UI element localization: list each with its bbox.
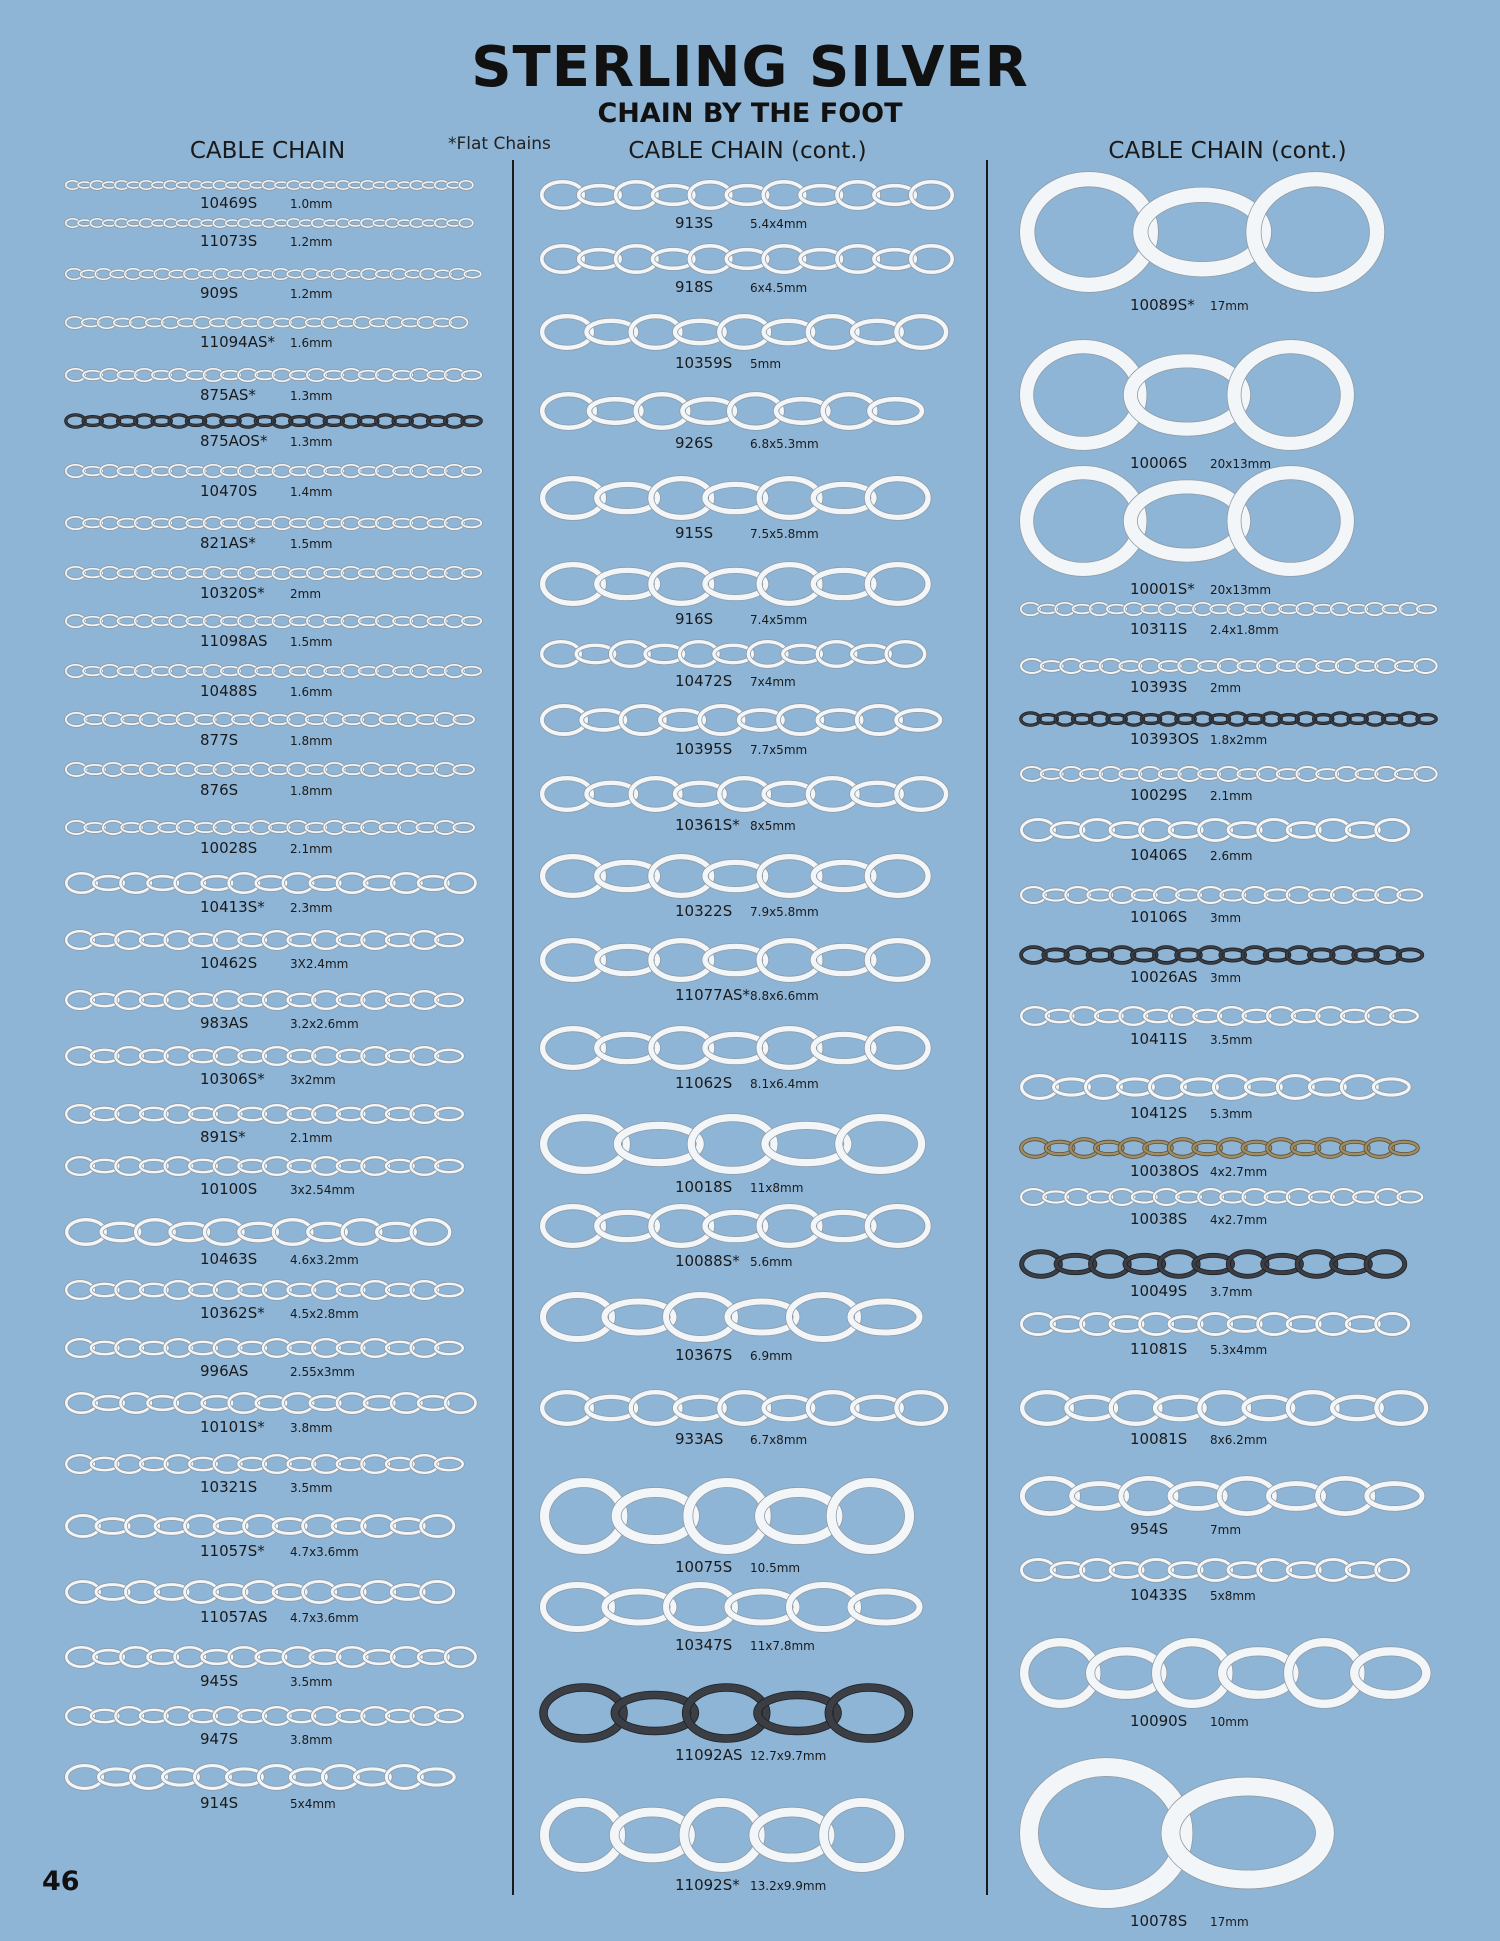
chain-size: 20x13mm xyxy=(1210,457,1272,471)
chain-size: 10mm xyxy=(1210,1715,1249,1729)
chain-link xyxy=(1130,361,1243,429)
chain-size: 4x2.7mm xyxy=(1210,1165,1268,1179)
chain-image xyxy=(540,1684,958,1742)
chain-image xyxy=(65,1280,483,1300)
chain-code: 909S xyxy=(200,284,239,302)
chain-size: 13.2x9.9mm xyxy=(750,1879,827,1893)
chain-code: 926S xyxy=(675,434,714,452)
chain-size: 7.4x5mm xyxy=(750,613,808,627)
chain-link xyxy=(1234,473,1347,570)
chain-code: 876S xyxy=(200,781,239,799)
chain-size: 1.6mm xyxy=(290,336,333,350)
chain-code: 10311S xyxy=(1130,620,1188,638)
chain-link xyxy=(1027,179,1151,285)
chain-image xyxy=(65,1514,483,1538)
chain-link xyxy=(1140,195,1264,269)
chain-image xyxy=(540,562,958,606)
chain-code: 918S xyxy=(675,278,714,296)
chain-size: 3x2mm xyxy=(290,1073,336,1087)
chain-code: 10038S xyxy=(1130,1210,1188,1228)
chain-link xyxy=(1254,179,1378,285)
column-heading-1: CABLE CHAIN xyxy=(189,138,346,164)
chain-size: 3.8mm xyxy=(290,1421,333,1435)
chain-image xyxy=(65,664,483,678)
chain-image xyxy=(540,180,958,210)
chain-image xyxy=(1020,1390,1438,1426)
chain-code: 875AOS* xyxy=(200,432,268,450)
chain-image xyxy=(540,776,958,812)
chain-image xyxy=(65,414,483,428)
chain-size: 5x8mm xyxy=(1210,1589,1256,1603)
chain-code: 10463S xyxy=(200,1250,258,1268)
chain-link xyxy=(1130,487,1243,555)
chain-size: 1.2mm xyxy=(290,287,333,301)
chain-image xyxy=(540,476,958,520)
chain-image xyxy=(65,268,483,280)
chain-image xyxy=(540,1582,958,1632)
chain-code: 10322S xyxy=(675,902,733,920)
chain-size: 1.5mm xyxy=(290,635,333,649)
chain-size: 2mm xyxy=(1210,681,1242,695)
chain-image xyxy=(540,1026,958,1070)
chain-size: 17mm xyxy=(1210,299,1249,313)
chain-code: 954S xyxy=(1130,1520,1169,1538)
chain-image xyxy=(540,314,958,350)
chain-size: 6x4.5mm xyxy=(750,281,808,295)
chain-size: 6.7x8mm xyxy=(750,1433,808,1447)
chain-image xyxy=(65,180,483,190)
chain-code: 11098AS xyxy=(200,632,268,650)
chain-image xyxy=(540,1798,958,1872)
chain-image xyxy=(65,1046,483,1066)
chain-size: 2.6mm xyxy=(1210,849,1253,863)
chain-image xyxy=(65,712,483,727)
chain-image xyxy=(540,1292,958,1342)
chain-code: 10413S* xyxy=(200,898,265,916)
page-number: 46 xyxy=(42,1866,80,1897)
chain-size: 3.5mm xyxy=(290,1481,333,1495)
chain-image xyxy=(65,566,483,580)
chain-code: 916S xyxy=(675,610,714,628)
chain-code: 10412S xyxy=(1130,1104,1188,1122)
chain-code: 10411S xyxy=(1130,1030,1188,1048)
chain-image xyxy=(65,464,483,478)
chain-image xyxy=(1020,1188,1438,1206)
chain-size: 11x8mm xyxy=(750,1181,804,1195)
column-heading-2: CABLE CHAIN (cont.) xyxy=(628,138,867,164)
chain-size: 6.8x5.3mm xyxy=(750,437,819,451)
chain-image xyxy=(540,854,958,898)
chain-code: 10469S xyxy=(200,194,258,212)
chain-image xyxy=(1020,1476,1438,1516)
chain-size: 5x4mm xyxy=(290,1797,336,1811)
chain-image xyxy=(1020,1558,1438,1582)
chain-size: 3.7mm xyxy=(1210,1285,1253,1299)
chain-size: 7mm xyxy=(1210,1523,1242,1537)
chain-size: 10.5mm xyxy=(750,1561,801,1575)
chain-code: 10472S xyxy=(675,672,733,690)
chain-code: 10006S xyxy=(1130,454,1188,472)
chain-image xyxy=(1020,602,1438,616)
chain-code: 11057AS xyxy=(200,1608,268,1626)
column-divider-2 xyxy=(986,160,988,1895)
chain-image xyxy=(65,872,483,894)
chain-code: 947S xyxy=(200,1730,239,1748)
chain-code: 10320S* xyxy=(200,584,265,602)
chain-code: 10347S xyxy=(675,1636,733,1654)
chain-code: 10395S xyxy=(675,740,733,758)
chain-image xyxy=(1020,1638,1438,1708)
chain-code: 11092S* xyxy=(675,1876,740,1894)
chain-image xyxy=(1020,818,1438,842)
chain-size: 4.7x3.6mm xyxy=(290,1545,359,1559)
chain-link xyxy=(1029,1767,1184,1899)
chain-image xyxy=(540,1204,958,1248)
chain-size: 5mm xyxy=(750,357,782,371)
chain-code: 891S* xyxy=(200,1128,246,1146)
chain-size: 1.3mm xyxy=(290,389,333,403)
chain-code: 10470S xyxy=(200,482,258,500)
chain-image xyxy=(540,1390,958,1426)
chain-image xyxy=(1020,1758,1438,1908)
chain-image xyxy=(1020,172,1438,292)
chain-image xyxy=(65,1392,483,1414)
chain-image xyxy=(540,938,958,982)
chain-image xyxy=(65,820,483,835)
chain-size: 1.4mm xyxy=(290,485,333,499)
chain-code: 877S xyxy=(200,731,239,749)
chain-size: 1.2mm xyxy=(290,235,333,249)
chain-code: 10488S xyxy=(200,682,258,700)
chain-size: 1.3mm xyxy=(290,435,333,449)
chain-size: 1.8mm xyxy=(290,734,333,748)
chain-size: 5.4x4mm xyxy=(750,217,808,231)
chain-size: 1.6mm xyxy=(290,685,333,699)
chain-code: 10106S xyxy=(1130,908,1188,926)
chain-size: 2.1mm xyxy=(290,842,333,856)
chain-code: 10433S xyxy=(1130,1586,1188,1604)
chain-size: 2mm xyxy=(290,587,322,601)
chain-size: 5.3x4mm xyxy=(1210,1343,1268,1357)
chain-code: 11077AS* xyxy=(675,986,750,1004)
chain-image xyxy=(65,1218,483,1246)
chain-size: 7x4mm xyxy=(750,675,796,689)
chain-image xyxy=(65,1646,483,1668)
chain-code: 10088S* xyxy=(675,1252,740,1270)
chain-image xyxy=(540,640,958,668)
chain-code: 10306S* xyxy=(200,1070,265,1088)
chain-size: 17mm xyxy=(1210,1915,1249,1929)
chain-size: 12.7x9.7mm xyxy=(750,1749,827,1763)
chain-size: 3X2.4mm xyxy=(290,957,349,971)
chain-link xyxy=(1027,347,1140,444)
chain-size: 2.55x3mm xyxy=(290,1365,355,1379)
flat-chains-note: *Flat Chains xyxy=(448,134,551,154)
chain-size: 20x13mm xyxy=(1210,583,1272,597)
chain-code: 11081S xyxy=(1130,1340,1188,1358)
chain-size: 8x6.2mm xyxy=(1210,1433,1268,1447)
chain-image xyxy=(1020,466,1438,576)
chain-image xyxy=(1020,658,1438,674)
chain-code: 996AS xyxy=(200,1362,249,1380)
chain-code: 10049S xyxy=(1130,1282,1188,1300)
chain-image xyxy=(540,704,958,736)
chain-code: 10081S xyxy=(1130,1430,1188,1448)
chain-image xyxy=(65,516,483,530)
chain-code: 10367S xyxy=(675,1346,733,1364)
chain-link xyxy=(1170,1786,1325,1879)
chain-code: 10026AS xyxy=(1130,968,1198,986)
chain-image xyxy=(1020,340,1438,450)
chain-code: 914S xyxy=(200,1794,239,1812)
chain-code: 913S xyxy=(675,214,714,232)
chain-image xyxy=(65,1764,483,1790)
chain-size: 2.1mm xyxy=(290,1131,333,1145)
chain-size: 4.7x3.6mm xyxy=(290,1611,359,1625)
chain-size: 5.3mm xyxy=(1210,1107,1253,1121)
chain-code: 10028S xyxy=(200,839,258,857)
chain-image xyxy=(65,1338,483,1358)
chain-image xyxy=(65,316,483,329)
chain-size: 6.9mm xyxy=(750,1349,793,1363)
chain-size: 7.5x5.8mm xyxy=(750,527,819,541)
chain-code: 10393OS xyxy=(1130,730,1200,748)
chain-image xyxy=(540,1478,958,1554)
page-subtitle: CHAIN BY THE FOOT xyxy=(597,98,903,129)
chain-link xyxy=(1027,473,1140,570)
chain-image xyxy=(1020,1138,1438,1158)
chain-image xyxy=(1020,886,1438,904)
chain-image xyxy=(65,990,483,1010)
chain-size: 4.6x3.2mm xyxy=(290,1253,359,1267)
chain-code: 11094AS* xyxy=(200,333,275,351)
chain-code: 915S xyxy=(675,524,714,542)
chain-code: 10393S xyxy=(1130,678,1188,696)
chain-size: 3.5mm xyxy=(290,1675,333,1689)
chain-code: 983AS xyxy=(200,1014,249,1032)
chain-size: 8.8x6.6mm xyxy=(750,989,819,1003)
chain-code: 10001S* xyxy=(1130,580,1195,598)
chain-code: 10029S xyxy=(1130,786,1188,804)
chain-code: 10361S* xyxy=(675,816,740,834)
chain-size: 5.6mm xyxy=(750,1255,793,1269)
chain-size: 8x5mm xyxy=(750,819,796,833)
column-heading-3: CABLE CHAIN (cont.) xyxy=(1108,138,1347,164)
chain-size: 1.5mm xyxy=(290,537,333,551)
chain-image xyxy=(65,614,483,628)
chain-size: 2.3mm xyxy=(290,901,333,915)
column-divider-1 xyxy=(512,160,514,1895)
chain-code: 11073S xyxy=(200,232,258,250)
chain-size: 3.8mm xyxy=(290,1733,333,1747)
chain-size: 4.5x2.8mm xyxy=(290,1307,359,1321)
chain-code: 11062S xyxy=(675,1074,733,1092)
chain-image xyxy=(1020,1250,1438,1278)
chain-image xyxy=(1020,946,1438,964)
chain-size: 1.0mm xyxy=(290,197,333,211)
chain-code: 10101S* xyxy=(200,1418,265,1436)
chain-size: 2.4x1.8mm xyxy=(1210,623,1279,637)
chain-code: 10362S* xyxy=(200,1304,265,1322)
chain-image xyxy=(1020,1312,1438,1336)
chain-code: 10321S xyxy=(200,1478,258,1496)
chain-code: 10462S xyxy=(200,954,258,972)
chain-code: 10075S xyxy=(675,1558,733,1576)
chain-code: 933AS xyxy=(675,1430,724,1448)
chain-size: 3mm xyxy=(1210,911,1242,925)
chain-image xyxy=(65,762,483,777)
chain-size: 1.8mm xyxy=(290,784,333,798)
chain-code: 10078S xyxy=(1130,1912,1188,1930)
chain-image xyxy=(65,1156,483,1176)
chain-size: 3.2x2.6mm xyxy=(290,1017,359,1031)
chain-image xyxy=(65,218,483,228)
chain-image xyxy=(1020,1074,1438,1100)
chain-size: 3.5mm xyxy=(1210,1033,1253,1047)
chain-size: 1.8x2mm xyxy=(1210,733,1268,747)
chain-image xyxy=(65,1104,483,1124)
chain-code: 10018S xyxy=(675,1178,733,1196)
chain-size: 8.1x6.4mm xyxy=(750,1077,819,1091)
chain-link xyxy=(1234,347,1347,444)
chain-code: 10359S xyxy=(675,354,733,372)
chain-code: 10089S* xyxy=(1130,296,1195,314)
chain-size: 4x2.7mm xyxy=(1210,1213,1268,1227)
chain-code: 10406S xyxy=(1130,846,1188,864)
chain-image xyxy=(540,392,958,430)
chain-code: 945S xyxy=(200,1672,239,1690)
page-title: STERLING SILVER xyxy=(471,35,1029,100)
chain-image xyxy=(65,930,483,950)
chain-size: 7.7x5mm xyxy=(750,743,808,757)
chain-size: 11x7.8mm xyxy=(750,1639,815,1653)
chain-code: 821AS* xyxy=(200,534,256,552)
chain-image xyxy=(65,1706,483,1726)
chain-image xyxy=(1020,1006,1438,1026)
chain-image xyxy=(65,368,483,382)
chain-image xyxy=(540,1114,958,1174)
chain-image xyxy=(65,1454,483,1474)
chain-image xyxy=(1020,766,1438,782)
chain-size: 3mm xyxy=(1210,971,1242,985)
chain-size: 7.9x5.8mm xyxy=(750,905,819,919)
chain-size: 3x2.54mm xyxy=(290,1183,355,1197)
chain-code: 10038OS xyxy=(1130,1162,1200,1180)
chain-image xyxy=(65,1580,483,1604)
chain-image xyxy=(540,244,958,274)
chain-size: 2.1mm xyxy=(1210,789,1253,803)
chain-code: 11092AS xyxy=(675,1746,743,1764)
chain-image xyxy=(1020,712,1438,726)
chain-code: 10100S xyxy=(200,1180,258,1198)
chain-code: 10090S xyxy=(1130,1712,1188,1730)
chain-code: 875AS* xyxy=(200,386,256,404)
chain-code: 11057S* xyxy=(200,1542,265,1560)
